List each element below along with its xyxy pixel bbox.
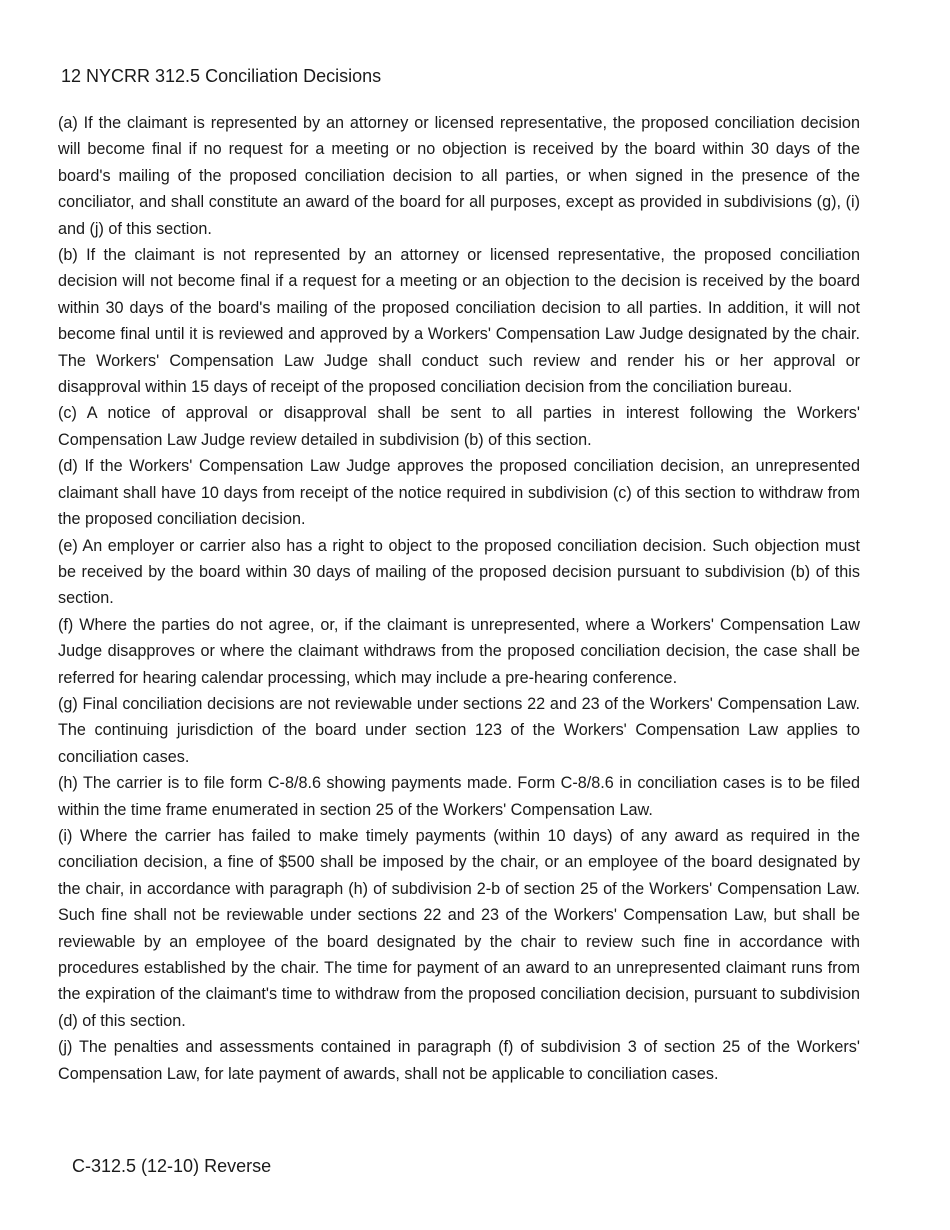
paragraph-j: (j) The penalties and assessments contained in paragraph (f) of subdivision 3 of section 25 of the Workers' Compensation Law, for late payment of awards, shall not be applicable to conciliation cases. xyxy=(58,1038,860,1083)
paragraph-b: (b) If the claimant is not represented by an attorney or licensed representative, the proposed conciliation decision will not become final if a request for a meeting or an objection to the decision is received by the board within 30 days of the board's mailing of the proposed conciliation decision to all parties. In addition, it will not become final until it is reviewed and approved by a Workers' Compensation Law Judge designated by the chair. The Workers' Compensation Law Judge shall conduct such review and render his or her approval or disapproval within 15 days of receipt of the proposed conciliation decision from the conciliation bureau. xyxy=(58,246,860,397)
form-footer: C-312.5 (12-10) Reverse xyxy=(72,1156,272,1176)
paragraph-h: (h) The carrier is to file form C-8/8.6 showing payments made. Form C-8/8.6 in conciliation cases is to be filed within the time frame enumerated in section 25 of the Workers' Compensation Law. xyxy=(58,774,860,819)
paragraph-c: (c) A notice of approval or disapproval shall be sent to all parties in interest following the Workers' Compensation Law Judge review detailed in subdivision (b) of this section. xyxy=(58,404,860,449)
page-title: 12 NYCRR 312.5 Conciliation Decisions xyxy=(61,66,382,86)
paragraph-i: (i) Where the carrier has failed to make timely payments (within 10 days) of any award as required in the conciliation decision, a fine of $500 shall be imposed by the chair, or an employee of the board designated by the chair, in accordance with paragraph (h) of subdivision 2-b of section 25 of the Workers' Compensation Law. Such fine shall not be reviewable under sections 22 and 23 of the Workers' Compensation Law, but shall be reviewable by an employee of the board designated by the chair to review such fine in accordance with procedures established by the chair. The time for payment of an award to an unrepresented claimant runs from the expiration of the claimant's time to withdraw from the proposed conciliation decision, pursuant to subdivision (d) of this section. xyxy=(58,826,860,1030)
paragraph-e: (e) An employer or carrier also has a right to object to the proposed conciliation decision. Such objection must be received by the board within 30 days of mailing of the proposed decision pursuant to subdivision (b) of this section. xyxy=(58,536,860,608)
paragraph-d: (d) If the Workers' Compensation Law Judge approves the proposed conciliation decision, an unrepresented claimant shall have 10 days from receipt of the notice required in subdivision (c) of this section to withdraw from the proposed conciliation decision. xyxy=(58,457,860,529)
regulation-text xyxy=(58,110,860,1087)
paragraph-g: (g) Final conciliation decisions are not reviewable under sections 22 and 23 of the Workers' Compensation Law. The continuing jurisdiction of the board under section 123 of the Workers' Compensation Law applies to conciliation cases. xyxy=(58,694,860,766)
paragraph-f: (f) Where the parties do not agree, or, if the claimant is unrepresented, where a Workers' Compensation Law Judge disapproves or where the claimant withdraws from the proposed conciliation decision, the case shall be referred for hearing calendar processing, which may include a pre-hearing conference. xyxy=(58,615,860,687)
paragraph-a: (a) If the claimant is represented by an attorney or licensed representative, the proposed conciliation decision will become final if no request for a meeting or no objection is received by the board within 30 days of the board's mailing of the proposed conciliation decision to all parties, or when signed in the presence of the conciliator, and shall constitute an award of the board for all purposes, except as provided in subdivisions (g), (i) and (j) of this section. xyxy=(58,114,860,238)
